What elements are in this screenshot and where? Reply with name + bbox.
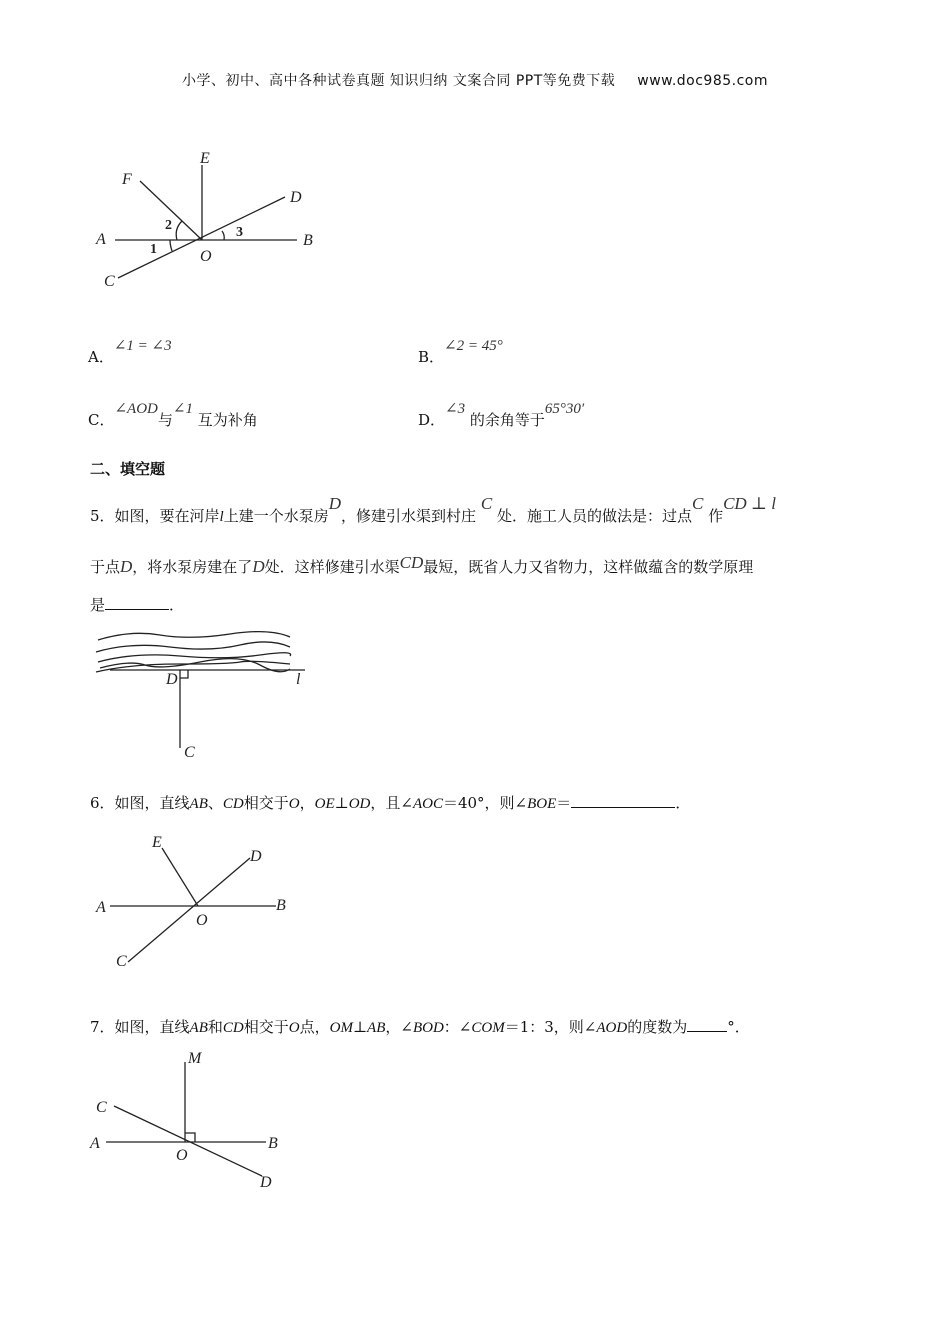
figure-q6: [90, 828, 310, 973]
q6-answer-blank[interactable]: [571, 793, 675, 808]
fig7-label-a: A: [90, 1135, 100, 1152]
river-wave: [98, 632, 290, 640]
fig4-label-c: C: [104, 273, 115, 290]
fig5-label-d: D: [166, 671, 178, 688]
fig4-label-a: A: [96, 231, 106, 248]
header-url[interactable]: www.doc985.com: [637, 73, 769, 89]
q5-answer-blank[interactable]: [105, 595, 169, 610]
q7-answer-blank[interactable]: [687, 1017, 727, 1032]
figure-q5: [90, 628, 320, 768]
q7-text: 7．如图，直线AB和CD相交于O点，OM⊥AB，∠BOD：∠COM＝1：3，则∠AOD的度数为 °．: [90, 1018, 750, 1036]
line-cd: [114, 1106, 262, 1176]
fig4-label-f: F: [122, 171, 132, 188]
option-a-math: ∠1 = ∠3: [113, 338, 172, 354]
ray-oe: [162, 848, 198, 906]
line-cd: [128, 858, 250, 962]
option-b-math: ∠2 = 45°: [444, 338, 503, 354]
fig7-label-b: B: [268, 1135, 278, 1152]
fig6-label-o: O: [196, 912, 208, 929]
q5-line-1: 5．如图，要在河岸l上建一个水泵房D，修建引水渠到村庄 C 处．施工人员的做法是：过点C 作CD ⊥ l: [90, 494, 776, 525]
arc-angle-3: [222, 231, 224, 240]
fig4-label-2: 2: [165, 218, 172, 233]
fig4-label-1: 1: [150, 242, 157, 257]
q5-line-3: 是 ．: [90, 596, 185, 614]
fig7-label-o: O: [176, 1147, 188, 1164]
fig6-label-c: C: [116, 953, 127, 970]
figure-q4: [90, 145, 330, 295]
fig5-label-l: l: [296, 671, 301, 688]
fig4-label-e: E: [200, 150, 210, 167]
q6-text: 6．如图，直线AB、CD相交于O，OE⊥OD，且∠AOC＝40°，则∠BOE＝ ．: [90, 794, 691, 812]
arc-angle-2: [176, 221, 182, 240]
header-text: 小学、初中、高中各种试卷真题 知识归纳 文案合同 PPT等免费下载: [181, 73, 616, 89]
figure-q7: [86, 1046, 306, 1196]
option-a[interactable]: A．∠1 = ∠3: [88, 338, 172, 366]
fig5-label-c: C: [184, 744, 195, 761]
arc-angle-1: [170, 240, 172, 251]
right-angle-mark: [180, 670, 188, 678]
option-c[interactable]: C．∠AOD与∠1 互为补角: [88, 401, 258, 429]
fig6-label-e: E: [152, 834, 162, 851]
fig4-label-d: D: [290, 189, 302, 206]
page-header: [0, 70, 950, 90]
fig4-label-b: B: [303, 232, 313, 249]
fig6-label-d: D: [250, 848, 262, 865]
river-wave: [96, 642, 290, 652]
river-wave: [98, 653, 291, 662]
section-title: 二、填空题: [90, 460, 166, 478]
fig4-label-o: O: [200, 248, 212, 265]
fig6-label-b: B: [276, 897, 286, 914]
fig7-label-c: C: [96, 1099, 107, 1116]
option-d[interactable]: D．∠3 的余角等于65°30′: [418, 401, 585, 429]
fig4-label-3: 3: [236, 225, 243, 240]
fig7-label-d: D: [260, 1174, 272, 1191]
q5-line-2: 于点D，将水泵房建在了D处．这样修建引水渠CD最短，既省人力又省物力，这样做蕴含的数学原理: [90, 553, 754, 576]
fig7-label-m: M: [188, 1050, 202, 1067]
fig6-label-a: A: [96, 899, 106, 916]
option-b[interactable]: B．∠2 = 45°: [418, 338, 503, 366]
